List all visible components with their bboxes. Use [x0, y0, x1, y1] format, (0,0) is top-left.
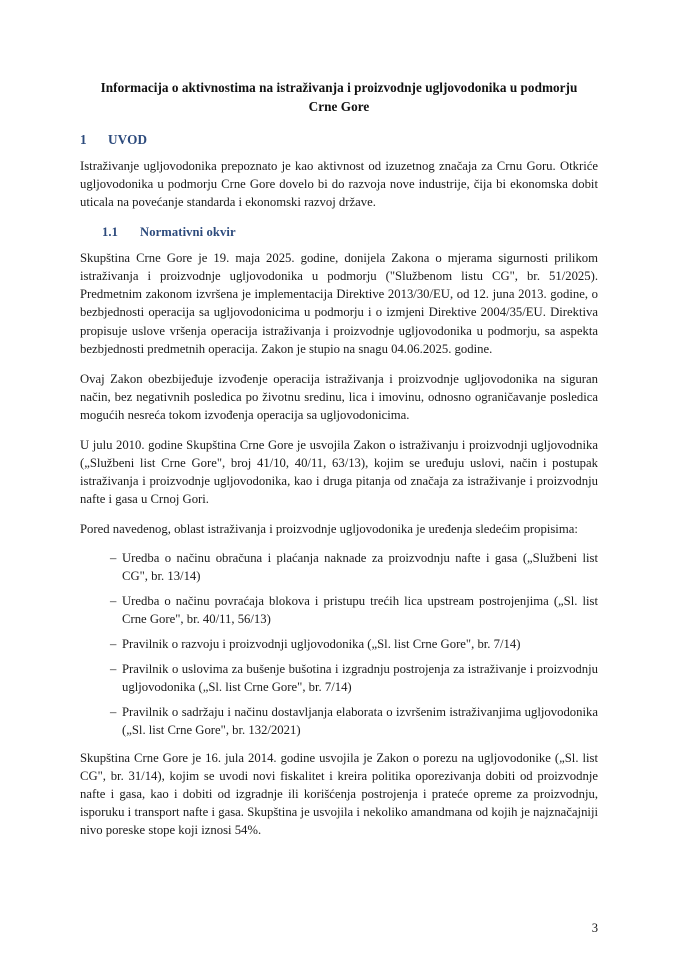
- paragraph-porez-2014: Skupština Crne Gore je 16. jula 2014. godine usvojila je Zakon o porezu na ugljovodonike („Sl. list CG", br. 31/14), kojim se uvodi novi fiskalitet i kreira politika oporezivanja dobiti od proizvodnje nafte i gasa, kao i dobiti od izgradnje ili korišćenja postrojenja i prateće opreme za proizvodnju, isporuku i transport nafte i gasa. Skupština je usvojila i nekoliko amandmana od kojih je najznačajniji nivo poreske stope koji iznosi 54%.: [80, 751, 598, 838]
- list-item-text: Pravilnik o uslovima za bušenje bušotina i izgradnju postrojenja za istraživanje i proizvodnju ugljovodonika („Sl. list Crne Gore", br. 7/14): [122, 661, 598, 694]
- list-item-text: Pravilnik o sadržaju i načinu dostavljanja elaborata o izvršenim istraživanjima ugljovodonika („Sl. list Crne Gore", br. 132/2021): [122, 705, 598, 738]
- dash-bullet-icon: –: [110, 661, 117, 676]
- dash-bullet-icon: –: [110, 705, 117, 720]
- heading-1-1-normativni-okvir: [102, 225, 598, 240]
- paragraph-zakon-2010: U julu 2010. godine Skupština Crne Gore je usvojila Zakon o istraživanju i proizvodnji ugljovodnika („Službeni list Crne Gore", broj 41/10, 40/11, 63/13), kojim se uređuju uslovi, način i postupak istraživanja i proizvodnje ugljovodonika, kao i druga pitanja od značaja za istraživanje i proizvodnju nafte i gasa u Crnoj Gori.: [80, 437, 598, 506]
- heading-1-label: UVOD: [108, 132, 148, 148]
- list-item: [80, 660, 598, 696]
- regulations-list: [80, 549, 598, 739]
- paragraph-uvod-1: Istraživanje ugljovodonika prepoznato je kao aktivnost od izuzetnog značaja za Crnu Goru. Otkriće ugljovodonika u podmorju Crne Gore dovelo bi do razvoja nove industrije, čija bi ekonomska dobit uticala na povećanje standarda i ekonomski razvoj države.: [80, 159, 598, 210]
- list-item: [80, 635, 598, 653]
- list-item: [80, 703, 598, 739]
- paragraph-zakon-2025: Skupština Crne Gore je 19. maja 2025. godine, donijela Zakona o mjerama sigurnosti prilikom istraživanja i proizvodnje ugljovodonika u podmorju ("Službenom listu CG", br. 51/2025). Predmetnim zakonom izvršena je implementacija Direktive 2013/30/EU, od 12. juna 2013. godine, o bezbjednosti operacija sa ugljovodonicima u podmorju i o izmjeni Direktive 2004/35/EU. Direktiva propisuje uslove vršenja operacija istraživanja i proizvodnje ugljovodonika u podmorju, sa aspekta bezbjednosti predmetnih operacija. Zakon je stupio na snagu 04.06.2025. godine.: [80, 251, 598, 356]
- paragraph-zakon-obezbjedjuje: Ovaj Zakon obezbijeđuje izvođenje operacija istraživanja i proizvodnje ugljovodonika na siguran način, bez negativnih posledica po životnu sredinu, lica i imovinu, odnosno ograničavanje posledica mogućih nesreća tokom izvođenja operacija sa ugljovodonicima.: [80, 371, 598, 422]
- dash-bullet-icon: –: [110, 593, 117, 608]
- list-item-text: Uredba o načinu povraćaja blokova i pristupu trećih lica upstream postrojenjima („Sl. list Crne Gore", br. 40/11, 56/13): [122, 593, 598, 626]
- list-item: [80, 592, 598, 628]
- dash-bullet-icon: –: [110, 550, 117, 565]
- list-item-text: Pravilnik o razvoju i proizvodnji ugljovodonika („Sl. list Crne Gore", br. 7/14): [122, 636, 521, 651]
- heading-1-1-label: Normativni okvir: [140, 225, 236, 240]
- list-item: [80, 549, 598, 585]
- heading-1-number: 1: [80, 132, 87, 148]
- document-title: Informacija o aktivnostima na istraživanja i proizvodnje ugljovodonika u podmorju Crne Gore: [100, 80, 578, 115]
- heading-1-1-number: 1.1: [102, 225, 119, 240]
- document-body: [80, 78, 598, 851]
- page-number: 3: [591, 921, 598, 935]
- paragraph-propisi-intro: Pored navedenog, oblast istraživanja i proizvodnje ugljovodonika je uređenja sledećim propisima:: [80, 521, 578, 536]
- dash-bullet-icon: –: [110, 636, 117, 651]
- list-item-text: Uredba o načinu obračuna i plaćanja naknade za proizvodnju nafte i gasa („Službeni list CG", br. 13/14): [122, 550, 598, 583]
- heading-1-uvod: [80, 132, 598, 148]
